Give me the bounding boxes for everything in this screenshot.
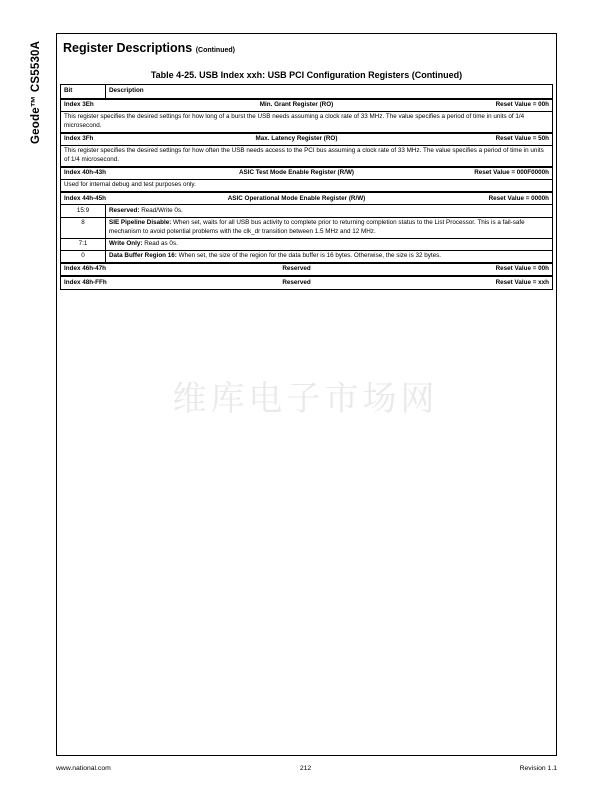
reset-value: Reset Value = xxh — [495, 278, 549, 286]
register-name: ASIC Operational Mode Enable Register (R/W) — [227, 194, 366, 202]
register-name: Max. Latency Register (RO) — [255, 134, 338, 142]
bit-name: Write Only: — [109, 239, 143, 247]
bit-row-7-1 — [61, 238, 553, 250]
index-label: Index 40h-43h — [64, 169, 106, 177]
revision-label: Revision 1.1 — [519, 765, 557, 772]
page-number: 212 — [299, 765, 312, 772]
index-row-3eh — [61, 99, 553, 112]
watermark: 维库电子市场网 — [172, 379, 439, 419]
reset-value: Reset Value = 00h — [495, 265, 549, 273]
index-row-3fh — [61, 133, 553, 146]
reset-value: Reset Value = 000F0000h — [474, 169, 549, 177]
index-label: Index 44h-45h — [64, 194, 106, 202]
section-title-continued: (Continued) — [195, 47, 235, 54]
description-row-3eh — [61, 111, 553, 132]
bit-number: 8 — [61, 217, 106, 238]
bit-row-8 — [61, 217, 553, 238]
section-title — [63, 41, 235, 55]
register-name: Reserved — [282, 278, 311, 286]
footer-url[interactable]: www.national.com — [56, 765, 111, 772]
side-title: Geode™ CS5530A — [30, 40, 42, 144]
section-title-text: Register Descriptions — [63, 41, 193, 55]
index-label: Index 3Eh — [64, 100, 94, 108]
register-name: Min. Grant Register (RO) — [259, 100, 334, 108]
bit-description — [106, 205, 553, 217]
bit-column-header: Bit — [61, 85, 106, 99]
bit-name: SIE Pipeline Disable: — [109, 219, 172, 227]
register-description: This register specifies the desired settings for how long of a burst the USB needs assuming a clock rate of 33 MHz. The value specifies a period of time in units of 1/4 microsecond. — [61, 111, 553, 132]
bit-number: 15:9 — [61, 205, 106, 217]
index-row-44h — [61, 192, 553, 205]
index-label: Index 3Fh — [64, 134, 94, 142]
register-name: Reserved — [282, 265, 311, 273]
bit-text: When set, waits for all USB bus activity to complete prior to returning completion status to the List Processor. This is a fail-safe mechanism to avoid potential problems with the clk_dr transition between 1.5 MHz and 12 MHz. — [109, 219, 525, 235]
bit-number: 7:1 — [61, 238, 106, 250]
register-description: Used for internal debug and test purposes only. — [61, 179, 553, 192]
bit-description — [106, 238, 553, 250]
description-row-40h — [61, 179, 553, 192]
description-row-3fh — [61, 145, 553, 166]
bit-name: Data Buffer Region 16: — [109, 252, 177, 260]
reset-value: Reset Value = 0000h — [488, 194, 549, 202]
bit-name: Reserved: — [109, 206, 140, 214]
bit-description — [106, 250, 553, 263]
index-row-46h — [61, 263, 553, 276]
bit-row-0 — [61, 250, 553, 263]
bit-text: Read as 0s. — [142, 239, 178, 247]
index-label: Index 46h-47h — [64, 265, 106, 273]
index-label: Index 48h-FFh — [64, 278, 107, 286]
bit-number: 0 — [61, 250, 106, 263]
table-header-row — [61, 85, 553, 99]
table-caption: Table 4-25. USB Index xxh: USB PCI Configuration Registers (Continued) — [150, 70, 463, 80]
register-table — [60, 84, 553, 290]
reset-value: Reset Value = 00h — [495, 100, 549, 108]
index-row-40h — [61, 167, 553, 180]
description-column-header: Description — [106, 85, 553, 99]
register-name: ASIC Test Mode Enable Register (R/W) — [239, 169, 354, 177]
index-row-48h — [61, 276, 553, 289]
bit-description — [106, 217, 553, 238]
bit-text: When set, the size of the region for the data buffer is 16 bytes. Otherwise, the size is 32 bytes. — [176, 252, 442, 260]
bit-row-15-9 — [61, 205, 553, 217]
reset-value: Reset Value = 50h — [495, 134, 549, 142]
bit-text: Read/Write 0s. — [139, 206, 183, 214]
register-description: This register specifies the desired settings for how often the USB needs access to the PCI bus assuming a clock rate of 33 MHz. The value specifies a period of time in units of 1/4 microsecond. — [61, 145, 553, 166]
